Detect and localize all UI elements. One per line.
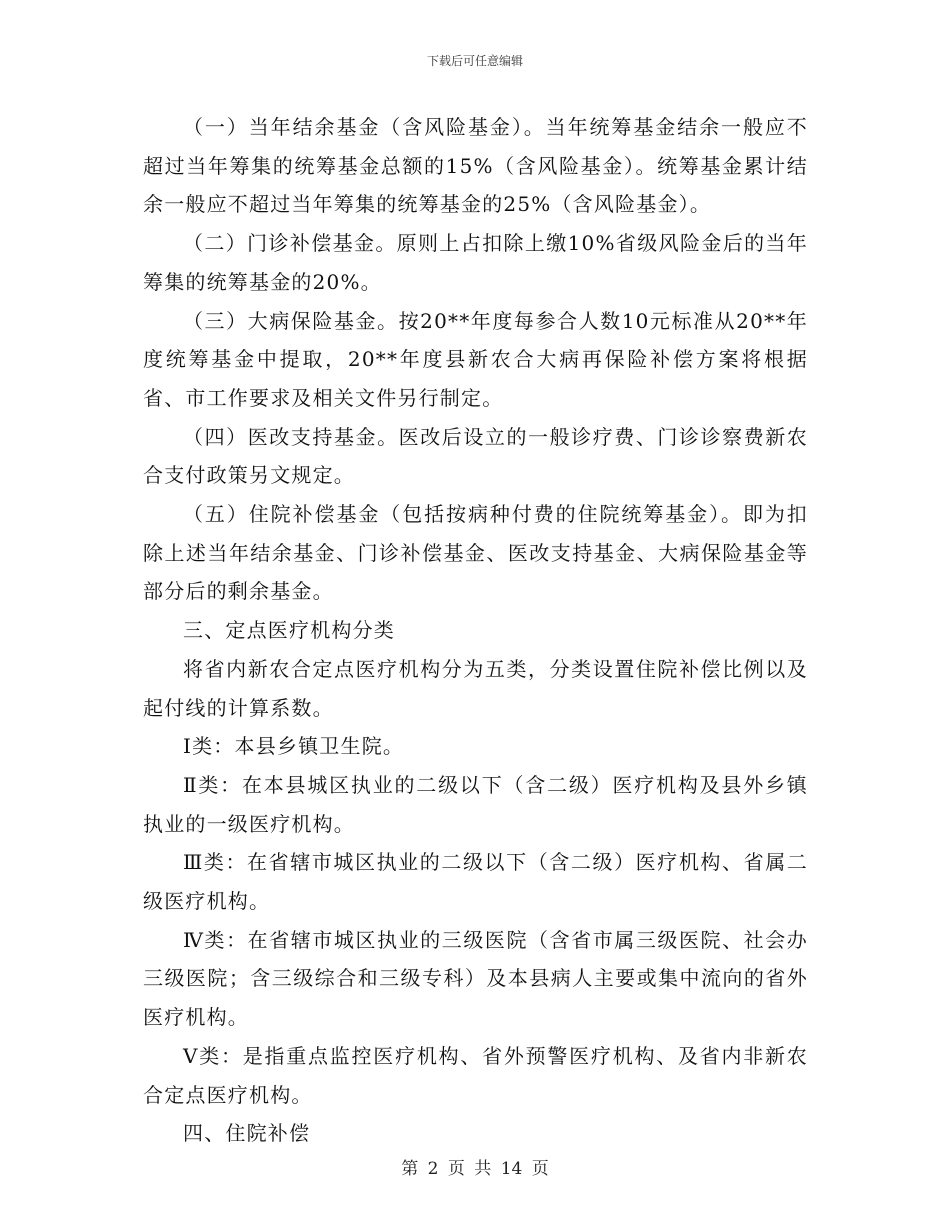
section-heading-institution-classification: 三、定点医疗机构分类 — [183, 618, 395, 643]
paragraph-class-2: Ⅱ类：在本县城区执业的二级以下（含二级）医疗机构及县外乡镇执业的一级医疗机构。 — [143, 772, 808, 836]
paragraph-fund-surplus: （一）当年结余基金（含风险基金）。当年统筹基金结余一般应不超过当年筹集的统筹基金总额的15%（含风险基金）。统筹基金累计结余一般应不超过当年筹集的统筹基金的25%（含风险基金）。 — [143, 115, 808, 217]
paragraph-class-1: Ⅰ类：本县乡镇卫生院。 — [183, 734, 405, 759]
paragraph-classification-intro: 将省内新农合定点医疗机构分为五类，分类设置住院补偿比例以及起付线的计算系数。 — [143, 656, 808, 720]
paragraph-outpatient-fund: （二）门诊补偿基金。原则上占扣除上缴10%省级风险金后的当年筹集的统筹基金的20%。 — [143, 231, 808, 294]
paragraph-class-3: Ⅲ类：在省辖市城区执业的二级以下（含二级）医疗机构、省属二级医疗机构。 — [143, 850, 808, 914]
paragraph-inpatient-fund: （五）住院补偿基金（包括按病种付费的住院统筹基金）。即为扣除上述当年结余基金、门诊补偿基金、医改支持基金、大病保险基金等部分后的剩余基金。 — [143, 502, 808, 604]
page-number-footer: 第 2 页 共 14 页 — [401, 1159, 549, 1179]
paragraph-class-5: Ⅴ类：是指重点监控医疗机构、省外预警医疗机构、及省内非新农合定点医疗机构。 — [143, 1043, 808, 1107]
section-heading-inpatient-compensation: 四、住院补偿 — [183, 1121, 311, 1146]
page-header: 下载后可任意编辑 — [426, 54, 523, 68]
paragraph-serious-illness-fund: （三）大病保险基金。按20**年度每参合人数10元标准从20**年度统筹基金中提取，20**年度县新农合大病再保险补偿方案将根据省、市工作要求及相关文件另行制定。 — [143, 308, 808, 410]
document-body — [143, 108, 808, 1153]
paragraph-class-4: Ⅳ类：在省辖市城区执业的三级医院（含省市属三级医院、社会办三级医院；含三级综合和三级专科）及本县病人主要或集中流向的省外医疗机构。 — [143, 927, 808, 1030]
paragraph-reform-support-fund: （四）医改支持基金。医改后设立的一般诊疗费、门诊诊察费新农合支付政策另文规定。 — [143, 424, 808, 488]
